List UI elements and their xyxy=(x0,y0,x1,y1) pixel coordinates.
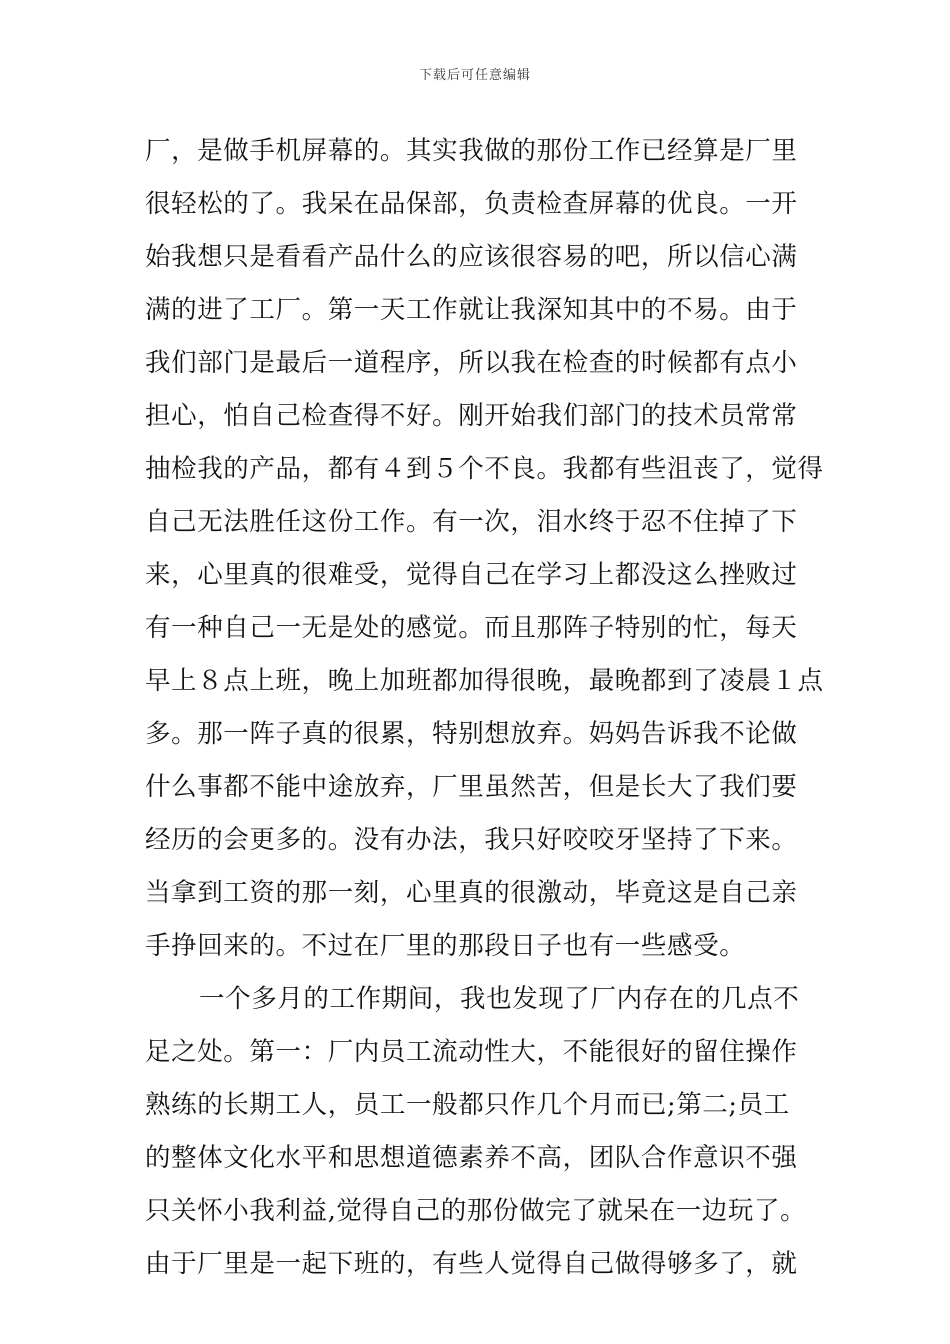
text-line: 当拿到工资的那一刻，心里真的很激动，毕竟这是自己亲 xyxy=(145,878,798,908)
text-line: 手挣回来的。不过在厂里的那段日子也有一些感受。 xyxy=(145,931,746,961)
text-line: 足之处。第一：厂内员工流动性大，不能很好的留住操作 xyxy=(145,1037,798,1067)
text-line: 熟练的长期工人，员工一般都只作几个月而已;第二;员工 xyxy=(145,1090,790,1120)
text-line: 始我想只是看看产品什么的应该很容易的吧，所以信心满 xyxy=(145,242,798,272)
text-line: 经历的会更多的。没有办法，我只好咬咬牙坚持了下来。 xyxy=(145,825,798,855)
text-line: 抽检我的产品，都有４到５个不良。我都有些沮丧了，觉得 xyxy=(145,454,824,484)
text-line: 很轻松的了。我呆在品保部，负责检查屏幕的优良。一开 xyxy=(145,189,798,219)
text-line: 我们部门是最后一道程序，所以我在检查的时候都有点小 xyxy=(145,348,798,378)
text-line: 满的进了工厂。第一天工作就让我深知其中的不易。由于 xyxy=(145,295,798,325)
page-header-note: 下载后可任意编辑 xyxy=(418,68,531,83)
text-line: 厂，是做手机屏幕的。其实我做的那份工作已经算是厂里 xyxy=(145,136,798,166)
paragraph-start-line: 一个多月的工作期间，我也发现了厂内存在的几点不 xyxy=(199,984,800,1014)
text-line: 只关怀小我利益,觉得自己的那份做完了就呆在一边玩了。 xyxy=(145,1196,807,1226)
text-line: 的整体文化水平和思想道德素养不高，团队合作意识不强 xyxy=(145,1143,798,1173)
text-line: 来，心里真的很难受，觉得自己在学习上都没这么挫败过 xyxy=(145,560,798,590)
text-line: 由于厂里是一起下班的，有些人觉得自己做得够多了，就 xyxy=(145,1249,798,1279)
text-line: 早上８点上班，晚上加班都加得很晚，最晚都到了凌晨１点 xyxy=(145,666,824,696)
text-line: 有一种自己一无是处的感觉。而且那阵子特别的忙，每天 xyxy=(145,613,798,643)
document-body xyxy=(145,130,824,1296)
text-line: 多。那一阵子真的很累，特别想放弃。妈妈告诉我不论做 xyxy=(145,719,798,749)
text-line: 什么事都不能中途放弃，厂里虽然苦，但是长大了我们要 xyxy=(145,772,798,802)
text-line: 自己无法胜任这份工作。有一次，泪水终于忍不住掉了下 xyxy=(145,507,798,537)
text-line: 担心，怕自己检查得不好。刚开始我们部门的技术员常常 xyxy=(145,401,798,431)
